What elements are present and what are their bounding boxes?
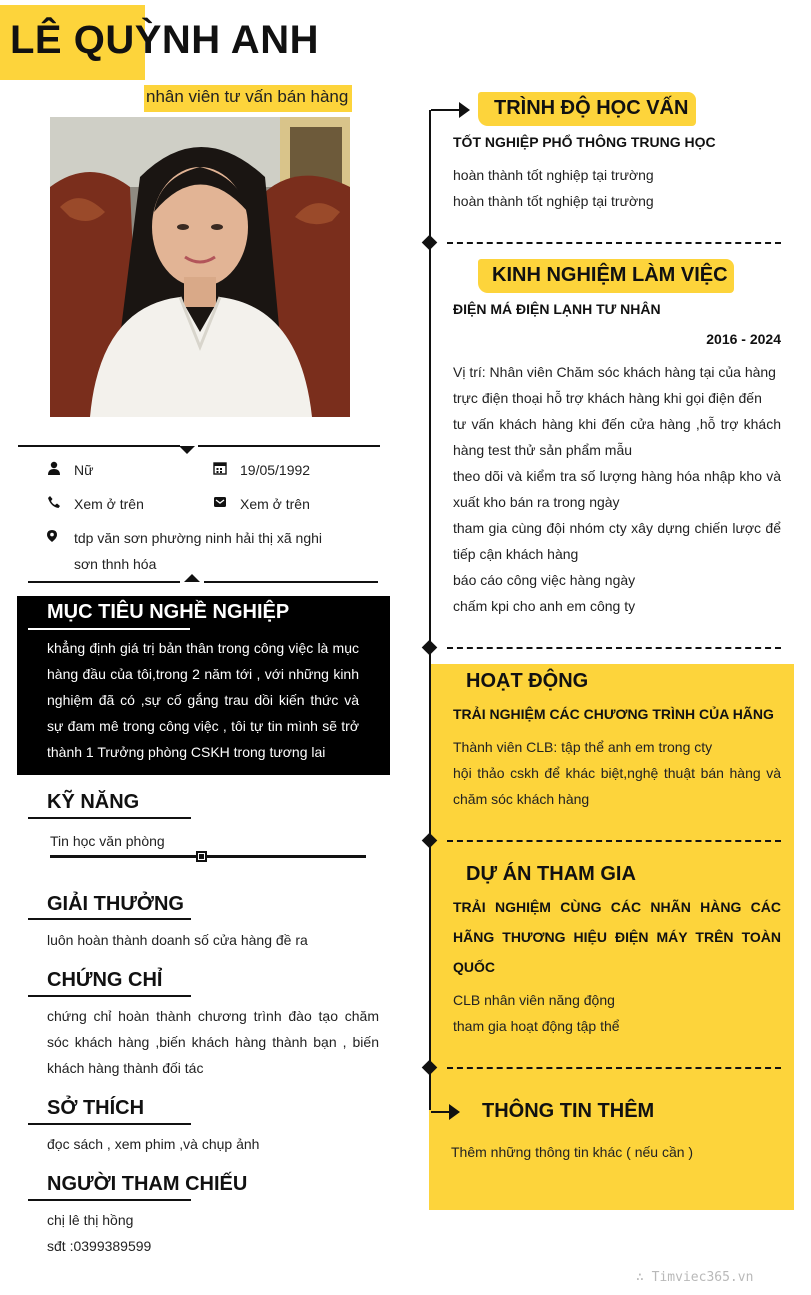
certificates-underline	[28, 995, 191, 997]
hobbies-title: SỞ THÍCH	[47, 1097, 145, 1119]
candidate-name: LÊ QUỲNH ANH	[10, 18, 319, 62]
skill-name: Tin học văn phòng	[50, 833, 165, 849]
experience-line-1: Vị trí: Nhân viên Chăm sóc khách hàng tại của hàng	[453, 364, 776, 380]
email-icon	[213, 495, 227, 509]
profile-photo	[50, 117, 350, 417]
certificates-title: CHỨNG CHỈ	[47, 969, 163, 991]
email-value: Xem ở trên	[240, 496, 310, 512]
divider-right-2	[204, 581, 378, 583]
awards-text: luôn hoàn thành doanh số cửa hàng đề ra	[47, 932, 308, 948]
timeline-arrow-bottom-shaft	[431, 1111, 451, 1113]
experience-line-4: theo dõi và kiểm tra số lượng hàng hóa nhập kho và xuất kho bán ra trong ngày	[453, 468, 781, 510]
objective-underline	[28, 628, 190, 630]
skill-level-knob	[196, 851, 207, 862]
experience-line-2: trực điện thoại hỗ trợ khách hàng khi gọi điện đến	[453, 390, 762, 406]
reference-phone: sđt :0399389599	[47, 1238, 152, 1254]
divider-marker-2	[184, 574, 200, 582]
awards-title: GIẢI THƯỞNG	[47, 893, 184, 915]
experience-period: 2016 - 2024	[706, 331, 781, 347]
experience-line-6: báo cáo công việc hàng ngày	[453, 572, 636, 588]
user-icon	[47, 461, 61, 475]
objective-text: khẳng định giá trị bản thân trong công việc là mục hàng đầu của tôi,trong 2 năm tới , với những kinh nghiệm đã có ,sự cố gắng trau dồi kiến thức và sự đam mê trong công việc , tôi tự tin mình sẽ trở thành 1 Trưởng phòng CSKH trong tương lai	[47, 640, 359, 760]
projects-title: DỰ ÁN THAM GIA	[466, 863, 636, 885]
hobbies-text: đọc sách , xem phim ,và chụp ảnh	[47, 1136, 260, 1152]
experience-line-5: tham gia cùng đội nhóm cty xây dựng chiến lược để tiếp cận khách hàng	[453, 520, 781, 562]
additional-title: THÔNG TIN THÊM	[482, 1100, 655, 1122]
location-icon	[45, 529, 59, 543]
education-line-1: hoàn thành tốt nghiệp tại trường	[453, 167, 654, 183]
experience-line-7: chấm kpi cho anh em công ty	[453, 598, 636, 614]
references-title: NGƯỜI THAM CHIẾU	[47, 1173, 248, 1195]
phone-icon	[47, 495, 61, 509]
address-value: tdp văn sơn phường ninh hải thị xã nghi sơn thnh hóa	[74, 530, 323, 572]
gender-value: Nữ	[74, 462, 94, 478]
watermark: ∴ Timviec365.vn	[636, 1270, 754, 1285]
timeline-arrow-top-shaft	[431, 109, 461, 111]
timeline-arrow-bottom-head	[449, 1104, 460, 1120]
references-underline	[28, 1199, 191, 1201]
certificates-text: chứng chỉ hoàn thành chương trình đào tạo chăm sóc khách hàng ,biến khách hàng thành bạn , biến khách hàng thành đối tác	[47, 1008, 379, 1076]
experience-title: KINH NGHIỆM LÀM VIỆC	[492, 264, 728, 286]
skill-level-bar	[50, 855, 366, 858]
additional-text: Thêm những thông tin khác ( nếu cần )	[451, 1144, 694, 1160]
timeline-arrow-top-head	[459, 102, 470, 118]
projects-line-2: tham gia hoạt động tập thể	[453, 1018, 620, 1034]
job-title: nhân viên tư vấn bán hàng	[144, 85, 352, 112]
divider-left-2	[28, 581, 180, 583]
education-line-2: hoàn thành tốt nghiệp tại trường	[453, 193, 654, 209]
timeline-node	[422, 235, 438, 251]
objective-title: MỤC TIÊU NGHỀ NGHIỆP	[47, 601, 290, 623]
experience-company: ĐIỆN MÁ ĐIỆN LẠNH TƯ NHÂN	[453, 301, 661, 317]
skills-underline	[28, 817, 191, 819]
activities-line-1: Thành viên CLB: tập thể anh em trong cty	[453, 739, 713, 755]
section-separator	[447, 647, 781, 649]
calendar-icon	[213, 461, 227, 475]
phone-value: Xem ở trên	[74, 496, 144, 512]
education-subtitle: TỐT NGHIỆP PHỔ THÔNG TRUNG HỌC	[453, 134, 716, 150]
timeline-node	[422, 640, 438, 656]
projects-line-1: CLB nhân viên năng động	[453, 992, 615, 1008]
section-separator	[447, 1067, 781, 1069]
education-title: TRÌNH ĐỘ HỌC VẤN	[494, 97, 689, 119]
experience-line-3: tư vấn khách hàng khi đến cửa hàng ,hỗ trợ khách hàng test thử sản phẩm mẫu	[453, 416, 781, 458]
divider-right	[198, 445, 380, 447]
divider-marker	[179, 446, 195, 454]
section-separator	[447, 840, 781, 842]
reference-name: chị lê thị hồng	[47, 1212, 134, 1228]
section-separator	[447, 242, 781, 244]
profile-photo-illustration	[50, 117, 350, 417]
birthday-value: 19/05/1992	[240, 462, 311, 478]
timeline-line	[429, 110, 431, 1110]
skills-title: KỸ NĂNG	[47, 791, 140, 813]
projects-subtitle: TRẢI NGHIỆM CÙNG CÁC NHÃN HÀNG CÁC HÃNG THƯƠNG HIỆU ĐIỆN MÁY TRÊN TOÀN QUỐC	[453, 899, 781, 975]
divider-left	[18, 445, 180, 447]
activities-line-2: hội thảo cskh để khác biệt,nghệ thuật bán hàng và chăm sóc khách hàng	[453, 765, 781, 807]
activities-subtitle: TRẢI NGHIỆM CÁC CHƯƠNG TRÌNH CỦA HÃNG	[453, 706, 774, 722]
activities-title: HOẠT ĐỘNG	[466, 670, 589, 692]
awards-underline	[28, 918, 191, 920]
hobbies-underline	[28, 1123, 191, 1125]
